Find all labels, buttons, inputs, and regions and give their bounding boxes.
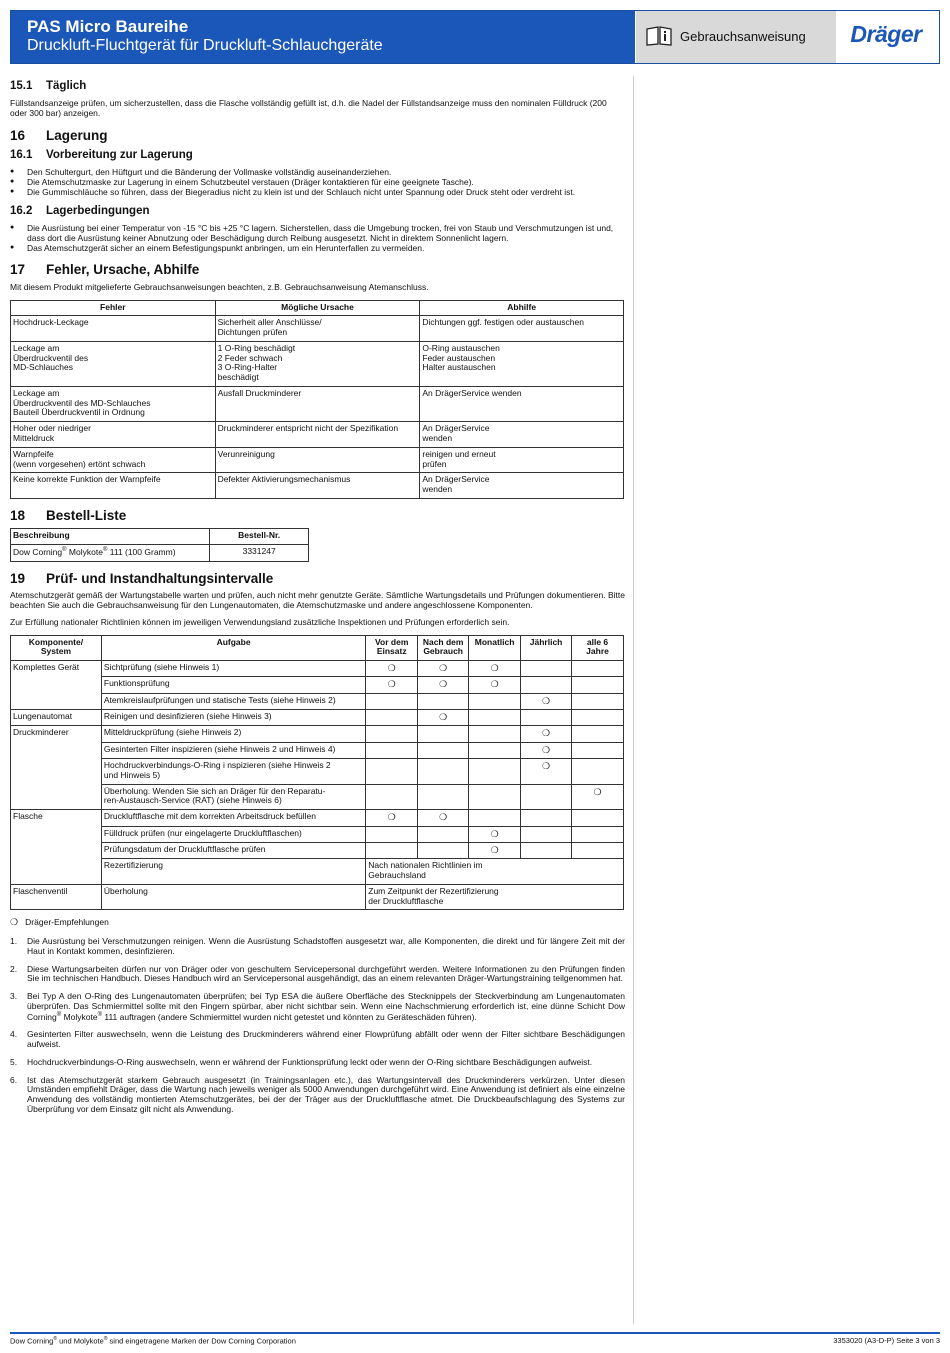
maintenance-table xyxy=(10,635,624,911)
table-row xyxy=(11,842,624,858)
note-text: Bei Typ A den O-Ring des Lungenautomaten überprüfen; bei Typ ESA die äußere Oberfläche des Stecknippels der Steckverbindung am Lungenautomaten überprüfen. Das Schmiermittel sollte mit den Fingern spürbar, aber nicht sichtbar sein. Wenn eine Nachschmierung erforderlich ist, eine dünne Schicht Dow Corning xyxy=(27,991,625,1022)
table-cell: Prüfungsdatum der Druckluftflasche prüfen xyxy=(101,842,365,858)
list-item: ● Das Atemschutzgerät sicher an einem Befestigungspunkt anbringen, um ein Herunterfallen zu vermeiden. xyxy=(10,244,625,254)
table-cell: O-Ring austauschen Feder austauschen Halter austauschen xyxy=(420,341,624,386)
table-cell: Leckage am Überdruckventil des MD-Schlauches Bauteil Überdruckventil in Ordnung xyxy=(11,386,216,421)
table-header-cell: Komponente/ System xyxy=(11,635,102,661)
table-cell: reinigen und erneut prüfen xyxy=(420,447,624,473)
table-row xyxy=(11,742,624,758)
table-cell: ❍ xyxy=(521,693,572,709)
table-cell-component: Lungenautomat xyxy=(11,710,102,726)
note-text: Molykote xyxy=(61,1011,98,1022)
list-item xyxy=(10,1030,625,1050)
document-type-label: Gebrauchsanweisung xyxy=(680,29,806,44)
table-cell xyxy=(572,842,624,858)
table-cell: ❍ xyxy=(418,810,469,826)
order-description: Dow Corning® Molykote® 111 (100 Gramm) xyxy=(11,545,210,562)
table-cell: Atemkreislaufprüfungen und statische Tests (siehe Hinweis 2) xyxy=(101,693,365,709)
recommendation-circle-icon: ❍ xyxy=(10,917,19,928)
table-cell xyxy=(469,710,521,726)
table-cell xyxy=(521,810,572,826)
table-cell-component: Flaschenventil xyxy=(11,884,102,910)
table-cell: ❍ xyxy=(366,677,418,693)
table-header-cell: Fehler xyxy=(11,300,216,316)
table-cell: ❍ xyxy=(418,710,469,726)
list-item: ● Die Ausrüstung bei einer Temperatur von -15 °C bis +25 °C lagern. Sicherstellen, dass die Umgebung trocken, frei von Staub und Verschmutzungen ist und, dass dort die Ausrüstung keiner Abnutzung oder Beschädigung durch Reibung ausgesetzt. Nicht in direktem Sonnenlicht lagern. xyxy=(10,224,625,244)
table-cell xyxy=(418,726,469,742)
table-cell: Hochdruck-Leckage xyxy=(11,316,216,342)
section-17-intro: Mit diesem Produkt mitgelieferte Gebrauchsanweisungen beachten, z.B. Gebrauchsanweisung Atemanschluss. xyxy=(10,281,429,292)
table-cell xyxy=(366,784,418,810)
table-header-cell: Vor dem Einsatz xyxy=(366,635,418,661)
table-cell xyxy=(418,759,469,785)
table-cell xyxy=(521,710,572,726)
table-cell xyxy=(572,661,624,677)
table-header-cell: Aufgabe xyxy=(101,635,365,661)
table-cell xyxy=(521,826,572,842)
table-row xyxy=(11,545,309,562)
table-row xyxy=(11,447,624,473)
table-cell: Gesinterten Filter inspizieren (siehe Hinweis 2 und Hinweis 4) xyxy=(101,742,365,758)
table-cell-component: Komplettes Gerät xyxy=(11,661,102,710)
table-cell xyxy=(572,742,624,758)
note-text: Ist das Atemschutzgerät starkem Gebrauch ausgesetzt (in Trainingsanlagen etc.), das Wartungsintervall des Druckminderers verkürzen. Unter diesen Umständen empfiehlt Dräger, dass die Wartung nach jeweils weniger als 5000 Anwendungen durchgeführt wird. Eine Anwendung ist definiert als eine einzelne Anwendung des vollständig montierten Atemschutzgerätes, bei der der Träger aus der Druckluftflasche atmet. Die Druckbeaufschlagung des Systems zur Überprüfung vor dem Einsatz gilt nicht als Anwendung. xyxy=(27,1074,625,1114)
table-cell: Hochdruckverbindungs-O-Ring i nspizieren (siehe Hinweis 2 und Hinweis 5) xyxy=(101,759,365,785)
draeger-logo: Dräger xyxy=(850,21,922,47)
table-header-cell: alle 6 Jahre xyxy=(572,635,624,661)
order-list-table xyxy=(10,528,309,561)
table-cell: Keine korrekte Funktion der Warnpfeife xyxy=(11,473,216,499)
page-header xyxy=(10,10,940,64)
table-cell-component: Druckminderer xyxy=(11,726,102,810)
list-item xyxy=(10,965,625,985)
table-cell xyxy=(521,661,572,677)
table-row xyxy=(11,784,624,810)
header-title-panel xyxy=(11,11,635,63)
table-header-cell: Nach dem Gebrauch xyxy=(418,635,469,661)
storage-prep-list xyxy=(10,168,625,197)
note-text: Diese Wartungsarbeiten dürfen nur von Dräger oder von geschultem Servicepersonal durchgeführt werden. Weitere Informationen zu den Prüfungen finden Sie im technischen Handbuch. Dieses Handbuch wird an Servicepersonal ausgehändigt, das an einem relevanten Dräger-Wartungstraining teilgenommen hat. xyxy=(27,963,625,984)
table-row xyxy=(11,884,624,910)
table-cell xyxy=(469,810,521,826)
note-text: Gesinterten Filter auswechseln, wenn die Leistung des Druckminderers während einer Flowprüfung abfällt oder wenn der Filter sichtbare Beschädigungen aufweist. xyxy=(27,1029,625,1049)
main-content xyxy=(10,74,625,1123)
table-cell: Defekter Aktivierungsmechanismus xyxy=(215,473,420,499)
table-row xyxy=(11,859,624,885)
table-cell: Zum Zeitpunkt der Rezertifizierung der Druckluftflasche xyxy=(366,884,624,910)
product-title: PAS Micro Baureihe xyxy=(27,17,189,36)
table-row xyxy=(11,726,624,742)
note-number: 5. xyxy=(10,1056,18,1067)
footer-divider xyxy=(10,1332,940,1334)
section-15-1-text: Füllstandsanzeige prüfen, um sicherzustellen, dass die Flasche vollständig gefüllt ist, d.h. die Nadel der Füllstandsanzeige muss den nominalen Fülldruck (200 oder 300 bar) anzeigen. xyxy=(10,98,607,118)
table-cell xyxy=(469,759,521,785)
table-cell xyxy=(418,826,469,842)
table-row xyxy=(11,316,624,342)
list-item: ● Die Gummischläuche so führen, dass der Biegeradius nicht zu klein ist und der Schlauch nicht unter Spannung oder Druck steht oder verdreht ist. xyxy=(10,188,625,198)
table-cell xyxy=(572,810,624,826)
section-16-1-heading: 16.1 Vorbereitung zur Lagerung xyxy=(10,149,193,162)
list-item xyxy=(10,1076,625,1115)
section-18-heading: 18 Bestell-Liste xyxy=(10,507,127,523)
section-19-para-1: Atemschutzgerät gemäß der Wartungstabelle warten und prüfen, auch nicht mehr genutzte Geräte. Sämtliche Wartungsdetails und Prüfungen dokumentieren. Bitte beachten Sie auch die Gebrauchsanweisung für den Lungenautomaten, die Atemschutzmaske und andere angeschlossene Komponenten. xyxy=(10,590,625,610)
storage-conditions-list xyxy=(10,224,625,253)
table-row xyxy=(11,422,624,448)
table-cell: Leckage am Überdruckventil des MD-Schlauches xyxy=(11,341,216,386)
table-header-cell: Abhilfe xyxy=(420,300,624,316)
table-cell: ❍ xyxy=(572,784,624,810)
order-col-number: Bestell-Nr. xyxy=(210,529,309,545)
table-row xyxy=(11,759,624,785)
registered-mark: ® xyxy=(97,1011,102,1018)
section-19-heading: 19 Prüf- und Instandhaltungsintervalle xyxy=(10,570,274,586)
section-17-heading: 17 Fehler, Ursache, Abhilfe xyxy=(10,262,200,278)
table-cell: ❍ xyxy=(521,742,572,758)
legend xyxy=(10,917,625,928)
table-cell: ❍ xyxy=(521,726,572,742)
table-cell xyxy=(418,742,469,758)
note-number: 4. xyxy=(10,1029,18,1040)
table-row xyxy=(11,386,624,421)
table-cell xyxy=(572,726,624,742)
table-cell xyxy=(469,693,521,709)
table-cell xyxy=(366,742,418,758)
table-cell: Überholung xyxy=(101,884,365,910)
section-19-para-2: Zur Erfüllung nationaler Richtlinien können im jeweiligen Verwendungsland zusätzliche Inspektionen und Prüfungen erforderlich sein. xyxy=(10,616,510,627)
column-divider xyxy=(633,76,634,1324)
table-cell xyxy=(366,826,418,842)
table-cell: An DrägerService wenden xyxy=(420,386,624,421)
table-cell xyxy=(366,693,418,709)
table-cell: Druckminderer entspricht nicht der Spezifikation xyxy=(215,422,420,448)
table-cell: Sicherheit aller Anschlüsse/ Dichtungen prüfen xyxy=(215,316,420,342)
table-cell: Reinigen und desinfizieren (siehe Hinweis 3) xyxy=(101,710,365,726)
table-row xyxy=(11,826,624,842)
book-info-icon xyxy=(646,26,672,46)
table-row xyxy=(11,473,624,499)
table-row xyxy=(11,710,624,726)
table-cell: Hoher oder niedriger Mitteldruck xyxy=(11,422,216,448)
order-number: 3331247 xyxy=(210,545,309,562)
table-cell xyxy=(572,710,624,726)
table-cell xyxy=(418,842,469,858)
table-cell: Überholung. Wenden Sie sich an Dräger für den Reparatu- ren-Austausch-Service (RAT) (siehe Hinweis 6) xyxy=(101,784,365,810)
table-cell: Sichtprüfung (siehe Hinweis 1) xyxy=(101,661,365,677)
table-cell: Nach nationalen Richtlinien im Gebrauchsland xyxy=(366,859,624,885)
header-doc-panel xyxy=(636,11,836,63)
note-text: 111 auftragen (andere Schmiermittel wurden nicht getestet und könnten zu Geräteschäden führen). xyxy=(102,1011,477,1022)
table-cell xyxy=(469,784,521,810)
product-subtitle: Druckluft-Fluchtgerät für Druckluft-Schlauchgeräte xyxy=(27,37,383,54)
table-row xyxy=(11,341,624,386)
table-cell: ❍ xyxy=(366,661,418,677)
table-cell xyxy=(572,759,624,785)
table-cell: ❍ xyxy=(469,826,521,842)
table-cell: Verunreinigung xyxy=(215,447,420,473)
table-cell xyxy=(469,726,521,742)
section-15-1-heading: 15.1 Täglich xyxy=(10,80,87,92)
table-cell: ❍ xyxy=(418,661,469,677)
list-item xyxy=(10,1058,625,1068)
table-row xyxy=(11,677,624,693)
table-cell xyxy=(366,842,418,858)
table-header-cell: Mögliche Ursache xyxy=(215,300,420,316)
table-cell: ❍ xyxy=(469,842,521,858)
table-cell: Druckluftflasche mit dem korrekten Arbeitsdruck befüllen xyxy=(101,810,365,826)
table-cell: Funktionsprüfung xyxy=(101,677,365,693)
note-number: 3. xyxy=(10,991,18,1002)
table-header-cell: Monatlich xyxy=(469,635,521,661)
list-item: ● Den Schultergurt, den Hüftgurt und die Bänderung der Vollmaske vollständig auseinanderziehen. xyxy=(10,168,625,178)
list-item: ● Die Atemschutzmaske zur Lagerung in einem Schutzbeutel verstauen (Dräger kontaktieren für eine geeignete Tasche). xyxy=(10,178,625,188)
table-cell: 1 O-Ring beschädigt 2 Feder schwach 3 O-Ring-Halter beschädigt xyxy=(215,341,420,386)
table-header-cell: Jährlich xyxy=(521,635,572,661)
table-cell xyxy=(418,784,469,810)
table-row xyxy=(11,810,624,826)
table-cell xyxy=(572,826,624,842)
section-16-2-heading: 16.2 Lagerbedingungen xyxy=(10,204,150,217)
table-cell-component: Flasche xyxy=(11,810,102,885)
footer-doc-number: 3353020 (A3-D-P) Seite 3 von 3 xyxy=(833,1336,940,1345)
list-item xyxy=(10,992,625,1022)
table-cell xyxy=(521,784,572,810)
table-cell: Warnpfeife (wenn vorgesehen) ertönt schwach xyxy=(11,447,216,473)
note-number: 2. xyxy=(10,963,18,974)
troubleshooting-table xyxy=(10,300,624,499)
note-number: 1. xyxy=(10,936,18,947)
legend-text: Dräger-Empfehlungen xyxy=(25,917,109,928)
note-number: 6. xyxy=(10,1074,18,1085)
table-cell xyxy=(572,693,624,709)
list-item xyxy=(10,937,625,957)
section-16-heading: 16 Lagerung xyxy=(10,127,108,143)
table-cell: Ausfall Druckminderer xyxy=(215,386,420,421)
table-cell: ❍ xyxy=(469,677,521,693)
table-cell xyxy=(366,710,418,726)
table-cell xyxy=(366,759,418,785)
table-cell xyxy=(469,742,521,758)
table-cell xyxy=(521,842,572,858)
table-cell: Fülldruck prüfen (nur eingelagerte Druckluftflaschen) xyxy=(101,826,365,842)
table-cell: Dichtungen ggf. festigen oder austauschen xyxy=(420,316,624,342)
table-cell xyxy=(521,677,572,693)
table-cell xyxy=(572,677,624,693)
table-cell xyxy=(366,726,418,742)
table-cell: Rezertifizierung xyxy=(101,859,365,885)
registered-mark: ® xyxy=(56,1011,62,1018)
order-col-description: Beschreibung xyxy=(11,529,210,545)
table-cell: ❍ xyxy=(521,759,572,785)
footer-trademark-note: Dow Corning® und Molykote® sind eingetragene Marken der Dow Corning Corporation xyxy=(10,1336,296,1346)
table-cell: Mitteldruckprüfung (siehe Hinweis 2) xyxy=(101,726,365,742)
note-text: Hochdruckverbindungs-O-Ring auswechseln, wenn er während der Funktionsprüfung leckt oder wenn der O-Ring sichtbare Beschädigungen aufweist. xyxy=(27,1056,593,1067)
note-text: Die Ausrüstung bei Verschmutzungen reinigen. Wenn die Ausrüstung Schadstoffen ausgesetzt war, alle Komponenten, die direkt und für längere Zeit mit der Haut in Kontakt kommen, desinfizieren. xyxy=(27,936,625,956)
table-cell: An DrägerService wenden xyxy=(420,473,624,499)
table-row xyxy=(11,661,624,677)
table-cell: ❍ xyxy=(366,810,418,826)
table-cell: ❍ xyxy=(418,677,469,693)
table-row xyxy=(11,693,624,709)
table-cell: An DrägerService wenden xyxy=(420,422,624,448)
maintenance-notes xyxy=(10,937,625,1115)
table-cell xyxy=(418,693,469,709)
table-cell: ❍ xyxy=(469,661,521,677)
